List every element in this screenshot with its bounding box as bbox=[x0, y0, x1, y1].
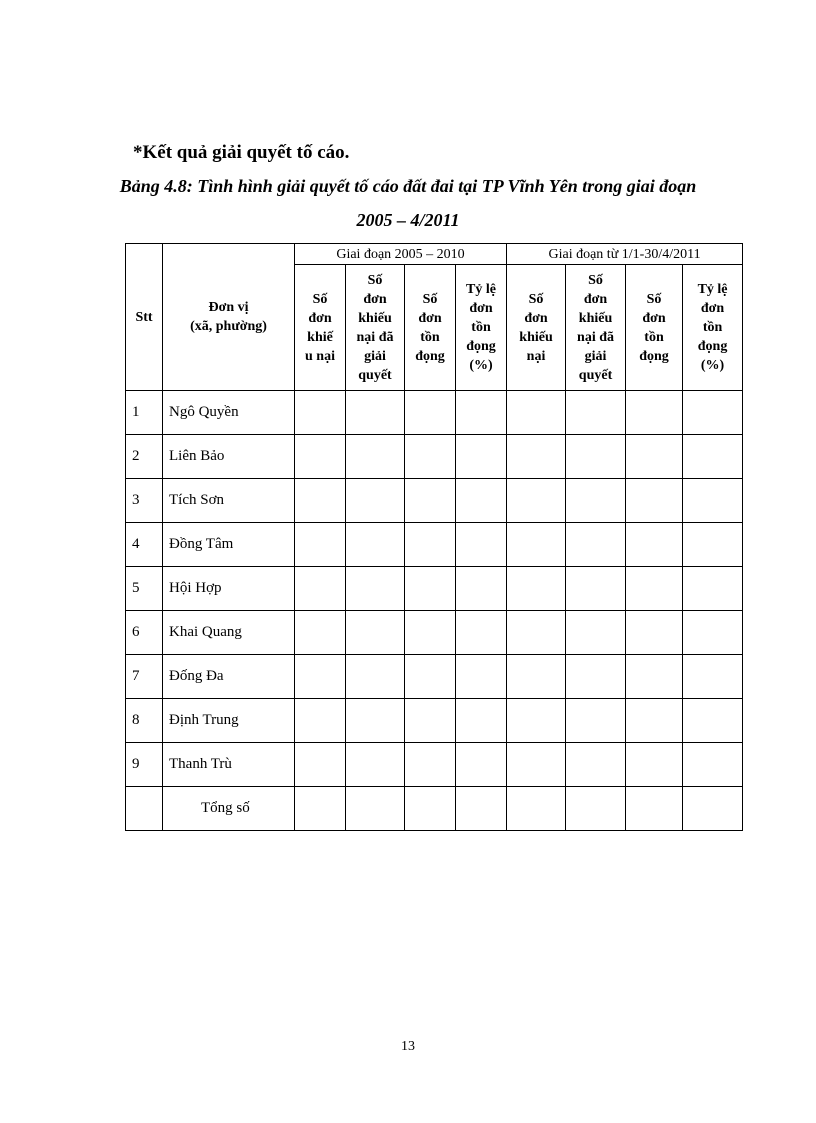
empty-cell bbox=[346, 523, 405, 567]
empty-cell bbox=[507, 743, 566, 787]
empty-cell bbox=[683, 655, 743, 699]
empty-cell bbox=[405, 479, 456, 523]
empty-cell bbox=[626, 479, 683, 523]
empty-cell bbox=[626, 655, 683, 699]
empty-cell bbox=[295, 479, 346, 523]
row-unit: Ngô Quyền bbox=[163, 391, 295, 435]
subheader-line: đơn bbox=[418, 310, 442, 326]
row-unit: Đống Đa bbox=[163, 655, 295, 699]
empty-cell bbox=[405, 699, 456, 743]
empty-cell bbox=[566, 567, 626, 611]
empty-cell bbox=[346, 787, 405, 831]
empty-cell bbox=[456, 655, 507, 699]
empty-cell bbox=[405, 787, 456, 831]
table-row bbox=[126, 655, 743, 699]
empty-cell bbox=[683, 567, 743, 611]
empty-cell bbox=[346, 435, 405, 479]
row-unit: Liên Bảo bbox=[163, 435, 295, 479]
empty-cell bbox=[295, 435, 346, 479]
subheader-group2_cols-1 bbox=[507, 265, 566, 391]
table-row bbox=[126, 699, 743, 743]
table-row bbox=[126, 523, 743, 567]
empty-cell bbox=[456, 435, 507, 479]
empty-cell bbox=[566, 435, 626, 479]
subheader-line: tồn bbox=[420, 329, 440, 345]
subheader-group2_cols-4 bbox=[683, 265, 743, 391]
subheader-line: đơn bbox=[583, 291, 608, 307]
section-heading: *Kết quả giải quyết tố cáo. bbox=[133, 142, 350, 163]
row-unit: Tích Sơn bbox=[163, 479, 295, 523]
empty-cell bbox=[566, 479, 626, 523]
subheader-line: nại đã bbox=[356, 329, 394, 345]
empty-cell bbox=[683, 523, 743, 567]
subheader-line: u nại bbox=[305, 348, 335, 364]
unit-header-line1: Đơn vị bbox=[208, 300, 249, 315]
empty-cell bbox=[405, 743, 456, 787]
subheader-line: (%) bbox=[700, 358, 725, 373]
row-stt: 3 bbox=[126, 479, 163, 523]
row-stt: 7 bbox=[126, 655, 163, 699]
table-row bbox=[126, 479, 743, 523]
table-row bbox=[126, 391, 743, 435]
subheader-line: quyết bbox=[358, 367, 392, 383]
empty-cell bbox=[295, 523, 346, 567]
empty-cell bbox=[456, 611, 507, 655]
empty-cell bbox=[683, 699, 743, 743]
row-unit: Hội Hợp bbox=[163, 567, 295, 611]
subheader-line: Số bbox=[422, 291, 438, 307]
empty-cell bbox=[295, 611, 346, 655]
table-row bbox=[126, 743, 743, 787]
empty-cell bbox=[683, 611, 743, 655]
subheader-line: đơn bbox=[308, 310, 332, 326]
row-unit: Khai Quang bbox=[163, 611, 295, 655]
subheader-line: khiếu bbox=[578, 310, 613, 326]
table-row bbox=[126, 567, 743, 611]
stt-header: Stt bbox=[126, 244, 163, 391]
empty-cell bbox=[405, 523, 456, 567]
empty-cell bbox=[683, 743, 743, 787]
empty-cell bbox=[456, 567, 507, 611]
subheader-group2_cols-3 bbox=[626, 265, 683, 391]
page-number: 13 bbox=[401, 1039, 415, 1054]
empty-cell bbox=[346, 611, 405, 655]
empty-cell bbox=[346, 391, 405, 435]
row-stt: 2 bbox=[126, 435, 163, 479]
empty-cell bbox=[456, 743, 507, 787]
unit-header-line2: (xã, phường) bbox=[190, 319, 267, 334]
empty-cell bbox=[295, 743, 346, 787]
empty-cell bbox=[295, 655, 346, 699]
row-stt: 4 bbox=[126, 523, 163, 567]
subheader-line: tồn bbox=[702, 320, 723, 335]
empty-cell bbox=[346, 743, 405, 787]
row-stt: 8 bbox=[126, 699, 163, 743]
row-stt: 9 bbox=[126, 743, 163, 787]
row-unit: Thanh Trù bbox=[163, 743, 295, 787]
subheader-line: giải bbox=[364, 348, 386, 364]
empty-cell bbox=[405, 567, 456, 611]
total-stt bbox=[126, 787, 163, 831]
empty-cell bbox=[566, 743, 626, 787]
empty-cell bbox=[626, 435, 683, 479]
subheader-line: Số bbox=[588, 272, 603, 288]
subheader-line: giải bbox=[584, 348, 607, 364]
subheader-line: nại đã bbox=[577, 329, 614, 345]
empty-cell bbox=[626, 743, 683, 787]
empty-cell bbox=[683, 435, 743, 479]
row-stt: 6 bbox=[126, 611, 163, 655]
empty-cell bbox=[405, 655, 456, 699]
empty-cell bbox=[507, 787, 566, 831]
subheader-line: Tỷ lệ bbox=[697, 282, 728, 297]
empty-cell bbox=[295, 391, 346, 435]
results-table bbox=[125, 243, 743, 831]
empty-cell bbox=[626, 567, 683, 611]
empty-cell bbox=[456, 699, 507, 743]
empty-cell bbox=[566, 523, 626, 567]
empty-cell bbox=[295, 787, 346, 831]
empty-cell bbox=[346, 699, 405, 743]
empty-cell bbox=[507, 435, 566, 479]
empty-cell bbox=[566, 611, 626, 655]
subheader-line: khiếu bbox=[519, 329, 553, 345]
table-caption-line2: 2005 – 4/2011 bbox=[356, 210, 460, 230]
subheader-group1_cols-2 bbox=[346, 265, 405, 391]
subheader-line: đơn bbox=[642, 310, 666, 326]
subheader-line: Số bbox=[528, 291, 544, 307]
empty-cell bbox=[456, 391, 507, 435]
subheader-line: Số bbox=[646, 291, 662, 307]
empty-cell bbox=[507, 699, 566, 743]
subheader-line: Tỷ lệ bbox=[466, 282, 496, 297]
empty-cell bbox=[626, 699, 683, 743]
empty-cell bbox=[507, 391, 566, 435]
empty-cell bbox=[456, 523, 507, 567]
subheader-group1_cols-1 bbox=[295, 265, 346, 391]
empty-cell bbox=[683, 391, 743, 435]
group-header-2011: Giai đoạn từ 1/1-30/4/2011 bbox=[507, 244, 743, 265]
subheader-line: quyết bbox=[578, 367, 613, 383]
empty-cell bbox=[346, 567, 405, 611]
row-unit: Đồng Tâm bbox=[163, 523, 295, 567]
empty-cell bbox=[456, 479, 507, 523]
empty-cell bbox=[566, 787, 626, 831]
subheader-line: tồn bbox=[471, 320, 491, 335]
table-row bbox=[126, 611, 743, 655]
empty-cell bbox=[507, 655, 566, 699]
subheader-line: đơn bbox=[524, 310, 548, 326]
subheader-line: đơn bbox=[469, 301, 493, 316]
empty-cell bbox=[295, 699, 346, 743]
empty-cell bbox=[683, 479, 743, 523]
subheader-line: tồn bbox=[644, 329, 664, 345]
empty-cell bbox=[507, 479, 566, 523]
empty-cell bbox=[346, 479, 405, 523]
subheader-line: Số bbox=[367, 272, 383, 288]
subheader-group1_cols-4 bbox=[456, 265, 507, 391]
table-row bbox=[126, 435, 743, 479]
subheader-line: Số bbox=[312, 291, 328, 307]
table-caption-line1: Bảng 4.8: Tình hình giải quyết tố cáo đất đai tại TP Vĩnh Yên trong giai đoạn bbox=[119, 176, 697, 196]
empty-cell bbox=[626, 391, 683, 435]
subheader-line: đọng bbox=[415, 348, 445, 364]
unit-header bbox=[163, 244, 295, 391]
total-label: Tổng số bbox=[163, 787, 295, 831]
empty-cell bbox=[405, 435, 456, 479]
empty-cell bbox=[566, 655, 626, 699]
empty-cell bbox=[566, 699, 626, 743]
empty-cell bbox=[405, 391, 456, 435]
row-stt: 1 bbox=[126, 391, 163, 435]
subheader-group1_cols-3 bbox=[405, 265, 456, 391]
empty-cell bbox=[566, 391, 626, 435]
subheader-line: khiế bbox=[307, 329, 333, 345]
empty-cell bbox=[626, 611, 683, 655]
subheader-line: (%) bbox=[469, 358, 493, 373]
empty-cell bbox=[405, 611, 456, 655]
row-stt: 5 bbox=[126, 567, 163, 611]
subheader-line: đơn bbox=[700, 301, 725, 316]
table-row bbox=[126, 787, 743, 831]
subheader-line: khiếu bbox=[358, 310, 392, 326]
empty-cell bbox=[346, 655, 405, 699]
row-unit: Định Trung bbox=[163, 699, 295, 743]
group-header-2005-2010: Giai đoạn 2005 – 2010 bbox=[295, 244, 507, 265]
empty-cell bbox=[626, 523, 683, 567]
subheader-line: đọng bbox=[639, 348, 669, 364]
empty-cell bbox=[507, 611, 566, 655]
empty-cell bbox=[626, 787, 683, 831]
subheader-group2_cols-2 bbox=[566, 265, 626, 391]
empty-cell bbox=[683, 787, 743, 831]
empty-cell bbox=[507, 567, 566, 611]
empty-cell bbox=[295, 567, 346, 611]
subheader-line: đọng bbox=[466, 339, 496, 354]
empty-cell bbox=[507, 523, 566, 567]
subheader-line: đọng bbox=[697, 339, 728, 354]
empty-cell bbox=[456, 787, 507, 831]
subheader-line: nại bbox=[526, 348, 546, 364]
subheader-line: đơn bbox=[363, 291, 387, 307]
